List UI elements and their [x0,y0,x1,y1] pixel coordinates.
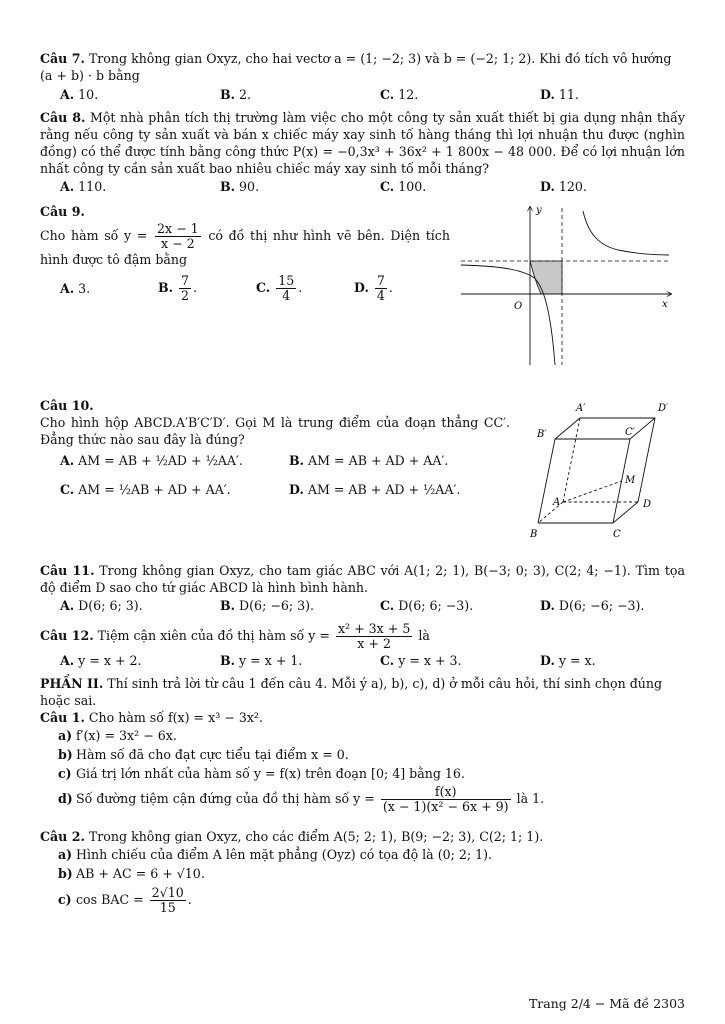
fraction: $\frac{2√10}{15}$ [151,885,184,915]
label-M: M [625,475,636,486]
question-11 [40,562,685,596]
part-2-head: PHẦN II. [40,676,104,691]
option-d[interactable]: D. AM = AB + AD + ½AA′. [289,482,461,497]
question-9 [40,203,685,393]
option-b[interactable]: B. $\frac{7}{2}$ . [158,273,198,303]
option-b[interactable]: B. 90. [220,179,260,194]
statement-b[interactable]: b) Hàm số đã cho đạt cực tiểu tại điểm x = 0. [58,747,349,762]
statement-b[interactable]: b) AB + AC = 6 + √10. [58,866,205,881]
label-B: B [530,529,538,540]
question-7-text: Trong không gian Oxyz, cho hai vectơ a = (1; −2; 3) và b = (−2; 1; 2). Khi đó tích vô hướng [88,51,672,66]
question-10-options-cd [40,481,510,498]
label-C1: C′ [625,427,635,438]
option-a[interactable]: A. D(6; 6; 3). [60,598,143,613]
part2-question-2 [40,828,685,845]
question-11-head: Câu 11. [40,563,95,578]
question-8-head: Câu 8. [40,110,86,125]
question-10-text: Cho hình hộp ABCD.A′B′C′D′. Gọi M là trung điểm của đoạn thẳng CC′. Đẳng thức nào sau đây là đúng? [40,415,510,447]
question-12-text: Tiệm cận xiên của đồ thị hàm số y = [97,628,330,643]
option-d[interactable]: D. D(6; −6; −3). [540,598,645,613]
part2-question-1 [40,709,685,726]
fraction: $\frac{\text{x² + 3x + 5}}{x + 2}$ [337,621,411,651]
option-c[interactable]: C. D(6; 6; −3). [380,598,474,613]
label-D1: D′ [658,403,669,414]
option-c[interactable]: C. $\frac{15}{4}$ . [256,273,303,303]
question-12-options [40,652,685,669]
question-7-text-2: (a + b) · b bằng [40,68,140,83]
parallelepiped-figure [525,391,685,541]
question-9-head: Câu 9. [40,204,85,219]
origin-label: O [514,301,523,312]
question-9-options [40,274,450,303]
statement-c[interactable]: c) Giá trị lớn nhất của hàm số y = f(x) trên đoạn [0; 4] bằng 16. [58,766,465,781]
option-d[interactable]: D. y = x. [540,653,596,668]
label-A: A [553,497,561,508]
option-c[interactable]: C. AM = ½AB + AD + AA′. [60,482,231,497]
right-branch [583,211,669,255]
option-b[interactable]: B. D(6; −6; 3). [220,598,315,613]
option-c[interactable]: C. 12. [380,87,419,102]
question-11-options [40,597,685,614]
option-b[interactable]: B. 2. [220,87,252,102]
label-A1: A′ [576,403,586,414]
page-footer: Trang 2/4 − Mã đề 2303 [528,996,685,1011]
question-12 [40,622,685,651]
question-10 [40,397,685,562]
question-10-head: Câu 10. [40,398,94,413]
label-C: C [613,529,621,540]
option-c[interactable]: C. 100. [380,179,427,194]
option-c[interactable]: C. y = x + 3. [380,653,462,668]
part2-question-1-text: Cho hàm số f(x) = x³ − 3x². [88,710,263,725]
question-7-head: Câu 7. [40,51,85,66]
question-7 [40,50,685,84]
option-d[interactable]: D. 11. [540,87,579,102]
question-7-options [40,86,685,103]
question-10-options-ab [40,452,510,469]
fraction: $\frac{2x - 1}{x - 2}$ [156,221,199,251]
fraction: $\frac{f(x)}{\text{(x − 1)(x² − 6x + 9)}}$ [382,784,509,814]
question-8 [40,109,685,177]
option-a[interactable]: A. y = x + 2. [60,653,142,668]
option-d[interactable]: D. 120. [540,179,587,194]
part2-question-1-head: Câu 1. [40,710,85,725]
statement-a[interactable]: a) f′(x) = 3x² − 6x. [58,728,177,743]
statement-d[interactable]: d) Số đường tiệm cận đứng của đồ thị hàm số y = $\frac{f(x)}{\text{(x − 1)(x² − 6x + 9)}}$ là 1. [58,784,545,814]
label-B1: B′ [537,429,547,440]
option-a[interactable]: A. 10. [60,87,99,102]
x-label: x [662,299,668,310]
statement-c[interactable]: c) cos BAC = $\frac{2√10}{15}$ . [58,885,192,915]
part-2-instructions [40,675,685,709]
y-label: y [536,205,542,216]
shaded-region [530,261,562,294]
option-a[interactable]: A. 110. [60,179,107,194]
part-2-text: Thí sinh trả lời từ câu 1 đến câu 4. Mỗi ý a), b), c), d) ở mỗi câu hỏi, thí sinh chọn đúng hoặc sai. [40,676,663,708]
part2-question-2-head: Câu 2. [40,829,85,844]
hyperbola-graph [458,203,683,373]
question-8-options [40,178,685,195]
option-a[interactable]: A. AM = AB + ½AD + ½AA′. [60,453,243,468]
statement-a[interactable]: a) Hình chiếu của điểm A lên mặt phẳng (Oyz) có tọa độ là (0; 2; 1). [58,847,493,862]
option-d[interactable]: D. $\frac{7}{4}$ . [354,273,393,303]
label-D: D [643,499,652,510]
part2-question-2-text: Trong không gian Oxyz, cho các điểm A(5; 2; 1), B(9; −2; 3), C(2; 1; 1). [88,829,544,844]
question-8-text: Một nhà phân tích thị trường làm việc cho một công ty sản xuất thiết bị gia dụng nhận thấy rằng nếu công ty sản xuất và bán x chiếc máy xay sinh tố hàng tháng thì lợi nhuận thu được (nghìn đồng) có thể được tính bằng công thức P(x) = −0,3x³ + 36x² + 1 800x − 48 000. Để có lợi nhuận lớn nhất công ty cần sản xuất bao nhiêu chiếc máy xay sinh tố mỗi tháng? [40,110,685,176]
option-b[interactable]: B. y = x + 1. [220,653,303,668]
question-9-text: Cho hàm số y = $\frac{2x - 1}{x - 2}$ có đồ thị như hình vẽ bên. Diện tích hình được tô đậm bằng [40,221,450,267]
option-a[interactable]: A. 3. [60,281,91,296]
question-11-text: Trong không gian Oxyz, cho tam giác ABC với A(1; 2; 1), B(−3; 0; 3), C(2; 4; −1). Tìm tọa độ điểm D sao cho tứ giác ABCD là hình bình hành. [40,563,685,595]
question-12-text-end: là [418,628,430,643]
exam-page [40,50,685,915]
option-b[interactable]: B. AM = AB + AD + AA′. [289,453,449,468]
question-12-head: Câu 12. [40,628,94,643]
